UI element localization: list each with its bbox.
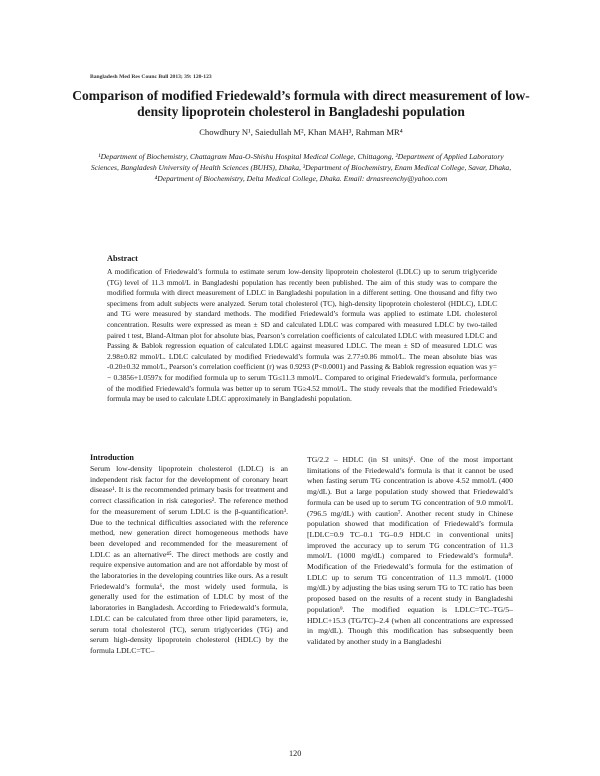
journal-citation: Bangladesh Med Res Counc Bull 2013; 39: 120-123 (90, 74, 212, 80)
introduction-heading: Introduction (90, 453, 134, 462)
author-list: Chowdhury N¹, Saiedullah M², Khan MAH³, Rahman MR⁴ (199, 127, 403, 137)
abstract-heading: Abstract (107, 254, 138, 263)
introduction-right-column: TG/2.2 – HDLC (in SI units)⁶. One of the most important limitations of the Friedewald’s formula is that it cannot be used when fasting serum TG concentration is above 4.52 mmol/L (400 mg/dL). But a large population study showed that Friedewald’s formula can be used up to serum TG concentration of 9.0 mmol/L (796.5 mg/dL) with caution⁷. Another recent study in Chinese population showed that modification of Friedewald’s formula [LDLC=0.9 TC–0.1 TG–0.9 HDLC in conventional units] improved the accuracy up to serum TG concentration of 11.3 mmol/L (1000 mg/dL) compared to Friedewald’s formula⁸. Modification of the Friedewald’s formula for the estimation of LDLC up to serum TG concentration of 11.3 mmol/L (1000 mg/dL) by adjusting the bias using serum TG to TC ratio has been proposed based on the results of a recent study in Bangladeshi population⁹. The modified equation is LDLC=TC–TG/5–HDLC+15.3 (TG/TC)–2.4 (when all concentrations are expressed in mg/dL). Though this modification has subsequently been validated by another study in a Bangladeshi (307, 455, 513, 646)
page-number: 120 (289, 749, 302, 758)
article-title: Comparison of modified Friedewald’s formula with direct measurement of low-density lipoprotein cholesterol in Bangladeshi population (72, 88, 530, 119)
introduction-left-column: Serum low-density lipoprotein cholesterol (LDLC) is an independent risk factor for the development of coronary heart disease¹. It is the recommended primary basis for treatment and correct classification in risk categories². The reference method for the measurement of serum LDLC is the β-quantification³. Due to the technical difficulties associated with the reference method, new generation direct homogeneous methods have been developed and recommended for the measurement of LDLC as an alternative⁴⁵. The direct methods are costly and require expensive automation and are not affordable by most of the laboratories in the developing countries like ours. As a result Friedewald’s formula⁶, the most widely used formula, is generally used for the estimation of LDLC by most of the laboratories in Bangladesh. According to Friedewald’s formula, LDLC can be calculated from three other lipid parameters, ie, serum total cholesterol (TC), serum triglycerides (TG) and serum high-density lipoprotein cholesterol (HDLC) by the formula LDLC=TC– (90, 464, 288, 655)
affiliations: ¹Department of Biochemistry, Chattagram Maa-O-Shishu Hospital Medical College, Chittagong, ²Department of Applied Laboratory Sciences, Bangladesh University of Health Sciences (BUHS), Dhaka, ³Department of Biochemistry, Enam Medical College, Savar, Dhaka, ⁴Department of Biochemistry, Delta Medical College, Dhaka. Email: drnasreenchy@yahoo.com (90, 152, 512, 184)
abstract-text: A modification of Friedewald’s formula to estimate serum low-density lipoprotein cholesterol (LDLC) up to serum triglyceride (TG) level of 11.3 mmol/L in Bangladeshi population has recently been published. The aim of this study was to compare the modified formula with direct measurement of LDLC in Bangladeshi population in a different setting. One thousand and fifty two specimens from adult subjects were analyzed. Serum total cholesterol (TC), high-density lipoprotein cholesterol (HDLC), LDLC and TG were measured by standard methods. The modified Friedewald’s formula was applied to estimate LDL cholesterol concentration. Results were expressed as mean ± SD and calculated LDLC was compared with measured LDLC by two-tailed paired t test, Bland-Altman plot for absolute bias, Pearson’s correlation coefficients of calculated LDLC with measured LDLC and Passing & Bablok regression equation of calculated LDLC against measured LDLC. The mean ± SD of measured LDLC was 2.98±0.82 mmol/L. LDLC calculated by modified Friedewald’s formula was 2.77±0.86 mmol/L. The mean absolute bias was -0.20±0.32 mmol/L, Pearson’s correlation coefficient (r) was 0.9293 (P<0.0001) and Passing & Bablok regression equation was y= − 0.3856+1.0597x for modified formula up to serum TG≤11.3 mmol/L. Compared to original Friedewald’s formula, performance of the modified Friedewald’s formula was better up to serum TG≥4.52 mmol/L. The study reveals that the modified Friedewald’s formula may be used to calculate LDLC approximately in Bangladeshi population. (107, 267, 497, 404)
